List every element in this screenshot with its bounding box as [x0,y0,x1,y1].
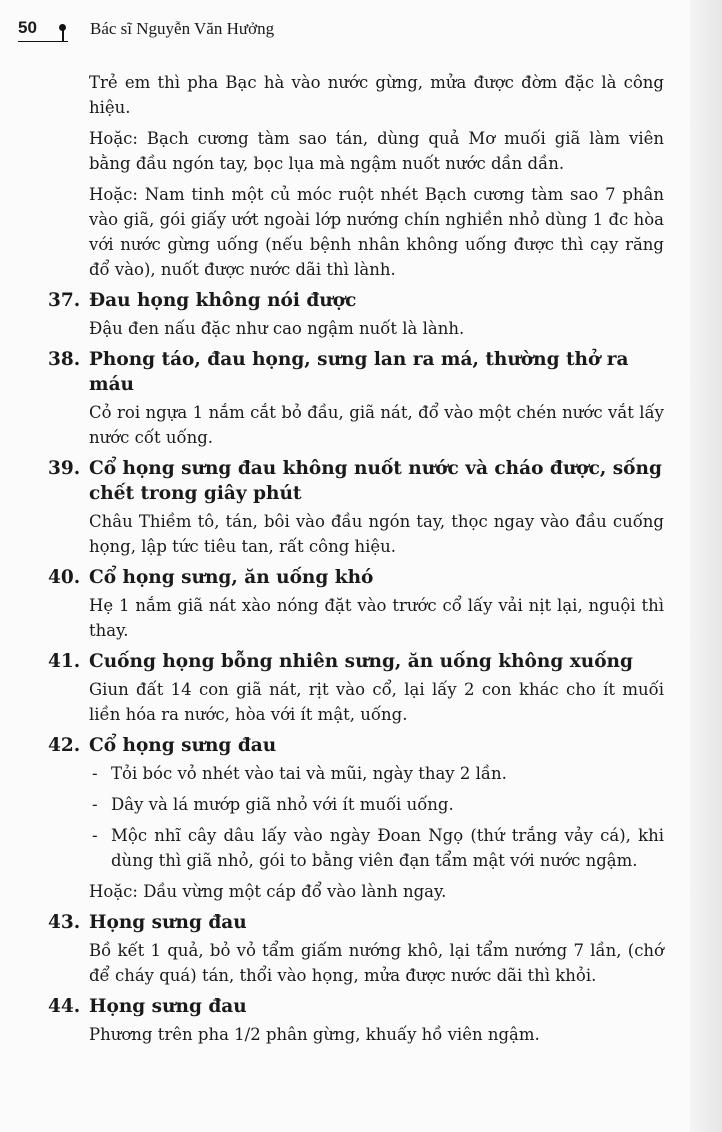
bullet-dash: - [92,826,98,845]
entry-body: Bồ kết 1 quả, bỏ vỏ tẩm giấm nướng khô, lại tẩm nướng 7 lần, (chớ để cháy quá) tán, thổi vào họng, mửa được nước dãi thì khỏi. [89,941,664,985]
list-item-text: Tỏi bóc vỏ nhét vào tai và mũi, ngày thay 2 lần. [111,764,507,783]
entry-body: Phương trên pha 1/2 phân gừng, khuấy hồ viên ngậm. [89,1025,540,1044]
entry-41 [48,649,664,727]
page-content [48,70,664,1053]
entry-title: Họng sưng đau [89,996,247,1017]
entry-body: Châu Thiềm tô, tán, bôi vào đầu ngón tay, thọc ngay vào đầu cuống họng, lập tức tiêu tan, rất công hiệu. [89,512,664,556]
entry-body: Cỏ roi ngựa 1 nắm cắt bỏ đầu, giã nát, đổ vào một chén nước vắt lấy nước cốt uống. [89,403,664,447]
entry-38 [48,347,664,450]
bullet-dash: - [92,764,98,783]
entry-title: Đau họng không nói được [89,290,357,311]
entry-number: 40. [48,567,81,588]
intro-paragraph: Hoặc: Bạch cương tàm sao tán, dùng quả Mơ muối giã làm viên bằng đầu ngón tay, bọc lụa mà ngậm nuốt nước dần dần. [89,129,664,173]
entry-43 [48,910,664,988]
entry-body: Hoặc: Dầu vừng một cáp đổ vào lành ngay. [89,882,447,901]
entry-body: Đậu đen nấu đặc như cao ngậm nuốt là lành. [89,319,465,338]
running-header [18,18,658,44]
entry-number: 41. [48,651,81,672]
entry-heading [48,347,664,397]
entry-40 [48,565,664,643]
list-item [89,761,664,786]
entry-heading [48,456,664,506]
header-rule [18,41,68,42]
list-item-text: Mộc nhĩ cây dâu lấy vào ngày Đoan Ngọ (thứ trắng vảy cá), khi dùng thì giã nhỏ, gói to bằng viên đạn tẩm mật với nước ngậm. [111,826,664,870]
entry-39 [48,456,664,559]
page-edge-shadow [690,0,722,1132]
entry-heading [48,649,664,674]
entry-heading [48,994,664,1019]
entry-number: 42. [48,735,81,756]
list-item [89,792,664,817]
entry-number: 43. [48,912,81,933]
entry-heading [48,565,664,590]
list-item-text: Dây và lá mướp giã nhỏ với ít muối uống. [111,795,454,814]
entry-number: 37. [48,290,81,311]
entry-number: 44. [48,996,81,1017]
entry-title: Họng sưng đau [89,912,247,933]
entry-37 [48,288,664,341]
entry-42 [48,733,664,904]
entry-body: Giun đất 14 con giã nát, rịt vào cổ, lại lấy 2 con khác cho ít muối liền hóa ra nước, hòa với ít mật, uống. [89,680,664,724]
entry-title: Cổ họng sưng đau không nuốt nước và cháo được, sống chết trong giây phút [89,458,662,504]
bullet-dash: - [92,795,98,814]
entry-body: Hẹ 1 nắm giã nát xào nóng đặt vào trước cổ lấy vải nịt lại, nguội thì thay. [89,596,664,640]
book-author: Bác sĩ Nguyễn Văn Hưởng [90,19,275,38]
header-ornament-dot [59,24,66,31]
entry-title: Phong táo, đau họng, sưng lan ra má, thường thở ra máu [89,349,629,395]
entry-heading [48,910,664,935]
entry-title: Cổ họng sưng, ăn uống khó [89,567,374,588]
entry-number: 39. [48,458,81,479]
page-number: 50 [18,18,37,37]
entry-heading [48,288,664,313]
list-item [89,823,664,873]
entry-title: Cuống họng bỗng nhiên sưng, ăn uống không xuống [89,651,633,672]
entry-number: 38. [48,349,81,370]
entry-44 [48,994,664,1047]
entry-title: Cổ họng sưng đau [89,735,277,756]
entry-heading [48,733,664,758]
intro-paragraph: Hoặc: Nam tinh một củ móc ruột nhét Bạch cương tàm sao 7 phân vào giã, gói giấy ướt ngoài lớp nướng chín nghiền nhỏ dùng 1 đc hòa với nước gừng uống (nếu bệnh nhân không uống được thì cạy răng đổ vào), nuốt được nước dãi thì lành. [89,185,664,279]
intro-paragraph: Trẻ em thì pha Bạc hà vào nước gừng, mửa được đờm đặc là công hiệu. [89,73,664,117]
